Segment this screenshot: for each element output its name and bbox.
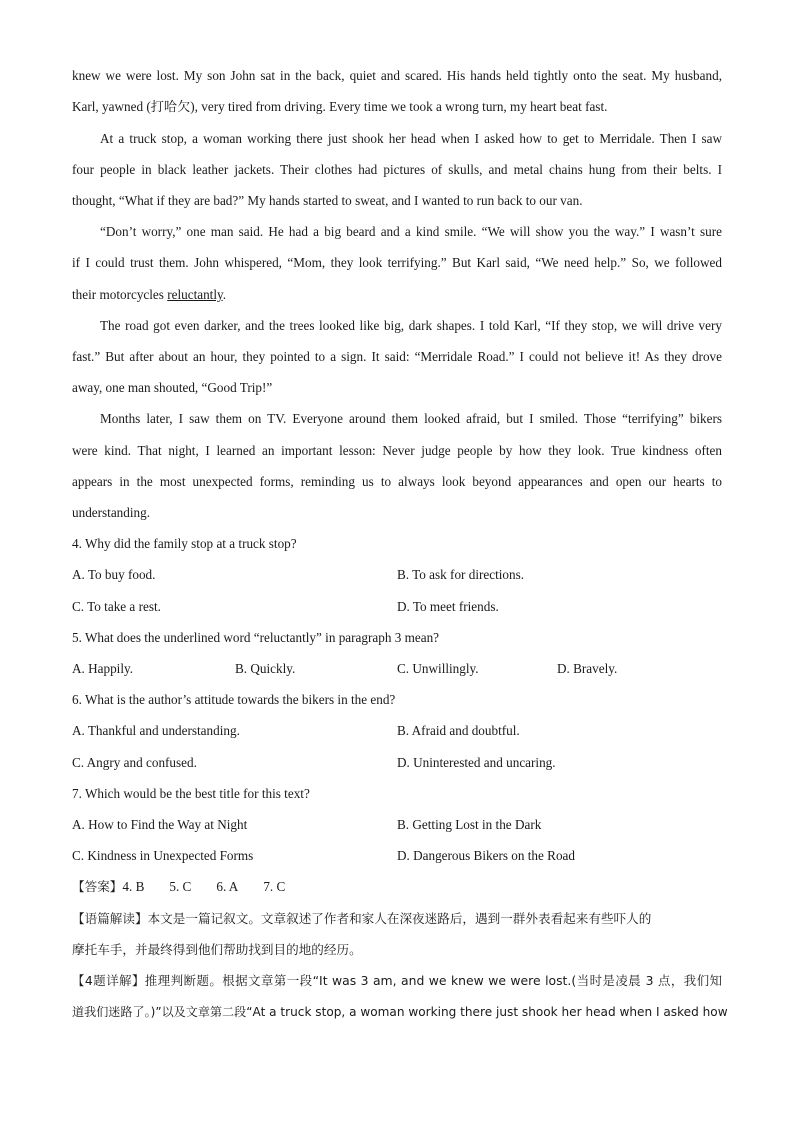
answer-item: 7. C [263,879,286,894]
interpretation-line: 【语篇解读】本文是一篇记叙文。文章叙述了作者和家人在深夜迷路后，遇到一群外表看起来有些吓人的 [72,911,652,926]
option-c: C. Unwillingly. [397,661,479,676]
passage-line: Karl, yawned (打哈欠), very tired from driving. Every time we took a wrong turn, my heart beat fast. [72,99,608,114]
question-options [72,753,722,773]
question-options [72,597,722,617]
option-d: D. To meet friends. [397,599,499,614]
question-stem: 6. What is the author’s attitude towards the bikers in the end? [72,692,396,707]
passage-line: “Don’t worry,” one man said. He had a big beard and a kind smile. “We will show you the way.” I wasn’t sure [100,224,722,239]
question-stem: 5. What does the underlined word “reluctantly” in paragraph 3 mean? [72,630,440,645]
question-options [72,846,722,866]
option-b: B. Getting Lost in the Dark [397,817,542,832]
option-b: B. To ask for directions. [397,567,525,582]
interpretation-line: 摩托车手，并最终得到他们帮助找到目的地的经历。 [72,942,362,957]
answer-key [72,877,722,897]
option-c: C. Kindness in Unexpected Forms [72,848,254,863]
passage-line: thought, “What if they are bad?” My hands started to sweat, and I wanted to run back to our van. [72,193,583,208]
option-a: A. Happily. [72,661,134,676]
passage-line: At a truck stop, a woman working there just shook her head when I asked how to get to Merridale. Then I saw [100,131,722,146]
option-d: D. Bravely. [557,661,618,676]
passage-line: The road got even darker, and the trees looked like big, dark shapes. I told Karl, “If they stop, we will drive very [100,318,722,333]
question-options [72,565,722,585]
question-options [72,721,722,741]
passage-line: appears in the most unexpected forms, reminding us to always look beyond appearances and open our hearts to [72,474,722,489]
question-options [72,659,722,679]
option-c: C. Angry and confused. [72,755,197,770]
passage-line: four people in black leather jackets. Their clothes had pictures of skulls, and metal chains hung from their belts. I [72,162,722,177]
answer-item: 6. A [216,879,239,894]
passage-line: were kind. That night, I learned an important lesson: Never judge people by how they look. True kindness often [72,443,722,458]
passage-line: understanding. [72,505,151,520]
detail-line: 【4题详解】推理判断题。根据文章第一段“It was 3 am, and we knew we were lost.(当时是凌晨 3 点，我们知 [72,973,722,988]
answer-label: 【答案】 [72,879,123,894]
answer-item: 4. B [122,879,145,894]
option-d: D. Uninterested and uncaring. [397,755,556,770]
option-a: A. How to Find the Way at Night [72,817,248,832]
passage-line: if I could trust them. John whispered, “Mom, they look terrifying.” But Karl said, “We need help.” So, we followed [72,255,722,270]
passage-line: away, one man shouted, “Good Trip!” [72,380,273,395]
passage-line: fast.” But after about an hour, they pointed to a sign. It said: “Merridale Road.” I could not believe it! As they drove [72,349,722,364]
option-a: A. To buy food. [72,567,156,582]
passage-text: their motorcycles [72,287,168,302]
passage-line: Months later, I saw them on TV. Everyone around them looked afraid, but I smiled. Those “terrifying” bikers [100,411,722,426]
answer-item: 5. C [169,879,192,894]
option-b: B. Afraid and doubtful. [397,723,520,738]
option-b: B. Quickly. [235,661,296,676]
passage-line [72,285,722,305]
option-d: D. Dangerous Bikers on the Road [397,848,575,863]
question-stem: 7. Which would be the best title for this text? [72,786,310,801]
option-a: A. Thankful and understanding. [72,723,240,738]
underlined-word: reluctantly [167,287,223,302]
question-stem: 4. Why did the family stop at a truck stop? [72,536,297,551]
option-c: C. To take a rest. [72,599,161,614]
passage-text: . [222,287,227,302]
detail-line: 道我们迷路了。)”以及文章第二段“At a truck stop, a woman working there just shook her head when I asked how [72,1005,728,1019]
question-options [72,815,722,835]
passage-line: knew we were lost. My son John sat in the back, quiet and scared. His hands held tightly onto the seat. My husband, [72,68,722,83]
